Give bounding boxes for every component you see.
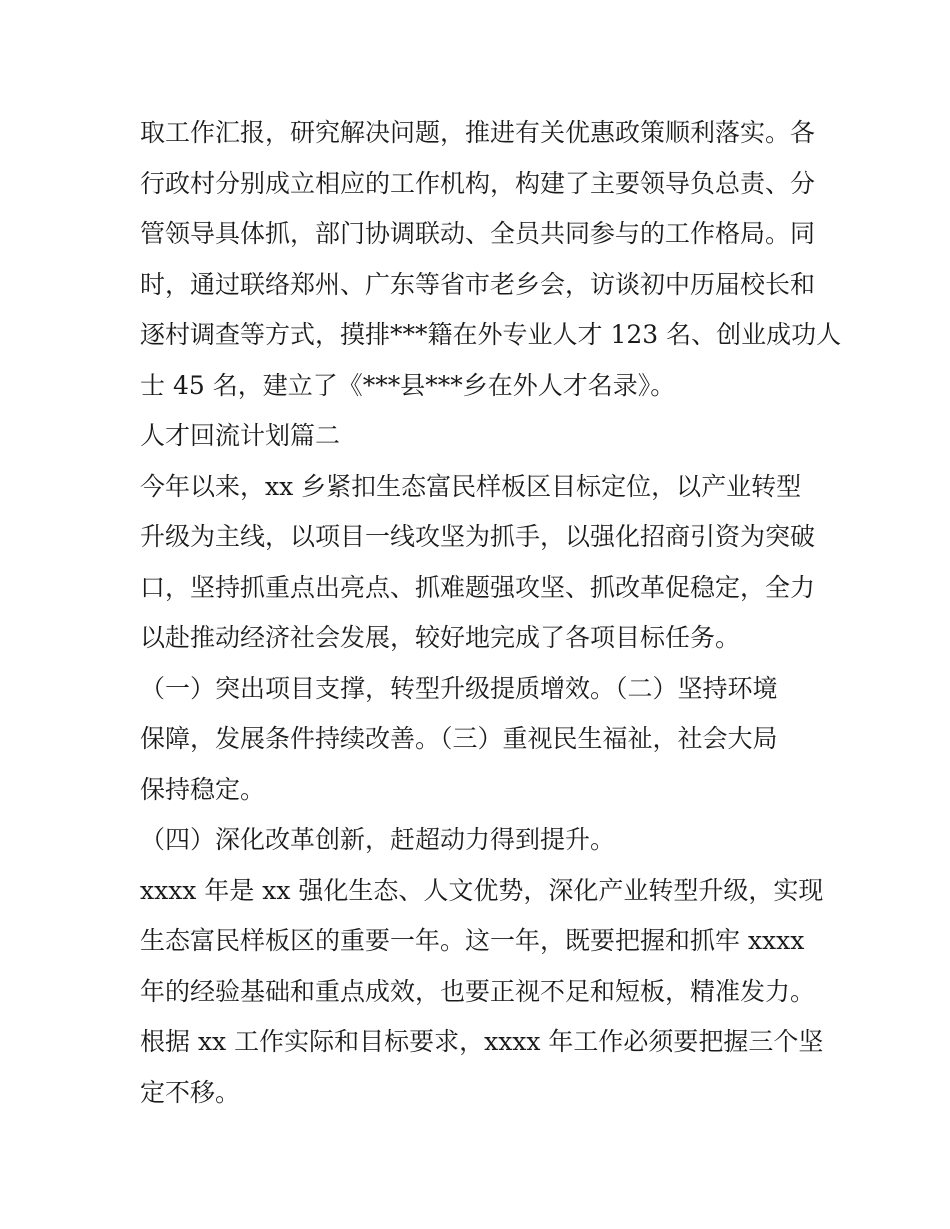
text-line: （一）突出项目支撑，转型升级提质增效。（二）坚持环境: [140, 673, 778, 703]
text-line: 以赴推动经济社会发展，较好地完成了各项目标任务。: [140, 623, 741, 652]
text-line: 年的经验基础和重点成效，也要正视不足和短板，精准发力。: [140, 976, 816, 1006]
text-line: 时，通过联络郑州、广东等省市老乡会，访谈初中历届校长和: [140, 269, 816, 299]
text-line: 今年以来，xx 乡紧扣生态富民样板区目标定位，以产业转型: [140, 471, 802, 501]
text-line: 逐村调查等方式，摸排***籍在外专业人才 123 名、创业成功人: [140, 320, 842, 349]
section-heading: 人才回流计划篇二: [140, 421, 341, 450]
text-line: 保障，发展条件持续改善。（三）重视民生福祉，社会大局: [140, 724, 778, 753]
text-line: 保持稳定。: [140, 774, 266, 804]
document-body: [140, 108, 842, 1118]
text-line: 口，坚持抓重点出亮点、抓难题强攻坚、抓改革促稳定，全力: [140, 572, 816, 602]
text-line: 取工作汇报，研究解决问题，推进有关优惠政策顺利落实。各: [140, 118, 816, 147]
text-line: 升级为主线，以项目一线攻坚为抓手，以强化招商引资为突破: [140, 522, 816, 551]
text-line: 行政村分别成立相应的工作机构，构建了主要领导负总责、分: [140, 168, 816, 198]
text-line: 生态富民样板区的重要一年。这一年，既要把握和抓牢 xxxx: [140, 926, 805, 955]
text-line: 士 45 名，建立了《***县***乡在外人才名录》。: [140, 370, 676, 400]
text-line: （四）深化改革创新，赶超动力得到提升。: [140, 825, 616, 854]
text-line: xxxx 年是 xx 强化生态、人文优势，深化产业转型升级，实现: [140, 875, 824, 905]
text-line: 根据 xx 工作实际和目标要求，xxxx 年工作必须要把握三个坚: [140, 1027, 824, 1056]
text-line: 管领导具体抓，部门协调联动、全员共同参与的工作格局。同: [140, 219, 816, 248]
text-line: 定不移。: [140, 1077, 241, 1107]
